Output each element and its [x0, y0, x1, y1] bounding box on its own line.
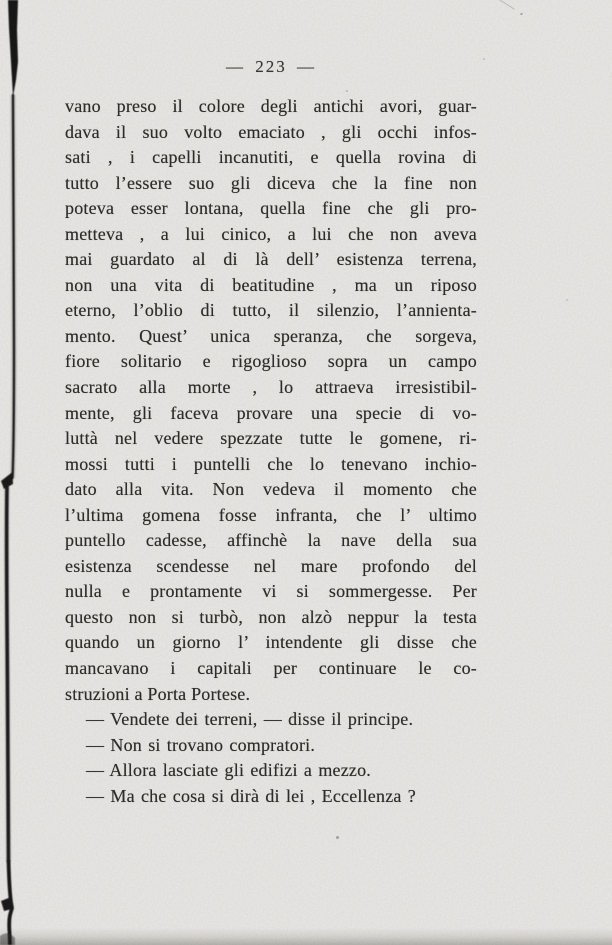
dialogue-line: — Ma che cosa si dirà di lei , Eccellenza ?: [86, 785, 416, 806]
paper-speck: [520, 13, 523, 15]
text-line: dava il suo volto emaciato , gli occhi infos-: [65, 121, 477, 142]
page-number: — 223 —: [226, 57, 316, 76]
text-line: l’ultima gomena fosse infranta, che l’ ultimo: [65, 504, 477, 525]
text-line: fiore solitario e rigoglioso sopra un campo: [65, 351, 477, 372]
page-text-block: [65, 94, 477, 809]
paper-speck: [90, 262, 92, 264]
text-line: quando un giorno l’ intendente gli disse che: [65, 632, 477, 653]
text-line: mossi tutti i puntelli che lo tenevano inchio-: [65, 453, 477, 474]
text-line: puntello cadesse, affinchè la nave della sua: [65, 530, 477, 551]
dialogue-line: — Allora lasciate gli edifizi a mezzo.: [86, 760, 371, 781]
text-line: metteva , a lui cinico, a lui che non aveva: [65, 223, 477, 244]
paper-speck: [566, 299, 568, 301]
text-line: dato alla vita. Non vedeva il momento che: [65, 479, 477, 500]
paper-scratch: [499, 0, 515, 10]
text-line: nulla e prontamente vi si sommergesse. Per: [65, 581, 477, 602]
text-line: mai guardato al di là dell’ esistenza terrena,: [65, 249, 477, 270]
text-line: eterno, l’oblio di tutto, il silenzio, l’annienta-: [65, 300, 477, 321]
torn-paper-edge: [0, 0, 30, 945]
scan-bottom-shadow: [0, 928, 612, 945]
text-line: luttà nel vedere spezzate tutte le gomene, ri-: [65, 428, 477, 449]
text-line: mancavano i capitali per continuare le co-: [65, 658, 477, 679]
text-line: non una vita di beatitudine , ma un riposo: [65, 274, 477, 295]
text-line: sati , i capelli incanutiti, e quella rovina di: [65, 147, 477, 168]
text-line: vano preso il colore degli antichi avori, guar-: [65, 96, 477, 116]
text-line: struzioni a Porta Portese.: [65, 683, 251, 704]
paper-speck: [483, 58, 485, 60]
dialogue-line: — Non si trovano compratori.: [86, 734, 316, 755]
text-line: mento. Quest’ unica speranza, che sorgeva,: [65, 325, 477, 346]
text-line: mente, gli faceva provare una specie di vo-: [65, 402, 477, 423]
paper-speck: [346, 90, 348, 92]
text-line: esistenza scendesse nel mare profondo del: [65, 555, 477, 576]
text-line: poteva esser lontana, quella fine che gli pro-: [65, 198, 477, 219]
text-line: questo non si turbò, non alzò neppur la testa: [65, 606, 477, 627]
text-line: sacrato alla morte , lo attraeva irresistibil-: [65, 377, 477, 398]
text-line: tutto l’essere suo gli diceva che la fine non: [65, 172, 477, 193]
dialogue-line: — Vendete dei terreni, — disse il principe.: [86, 709, 414, 730]
paper-speck: [336, 836, 339, 839]
